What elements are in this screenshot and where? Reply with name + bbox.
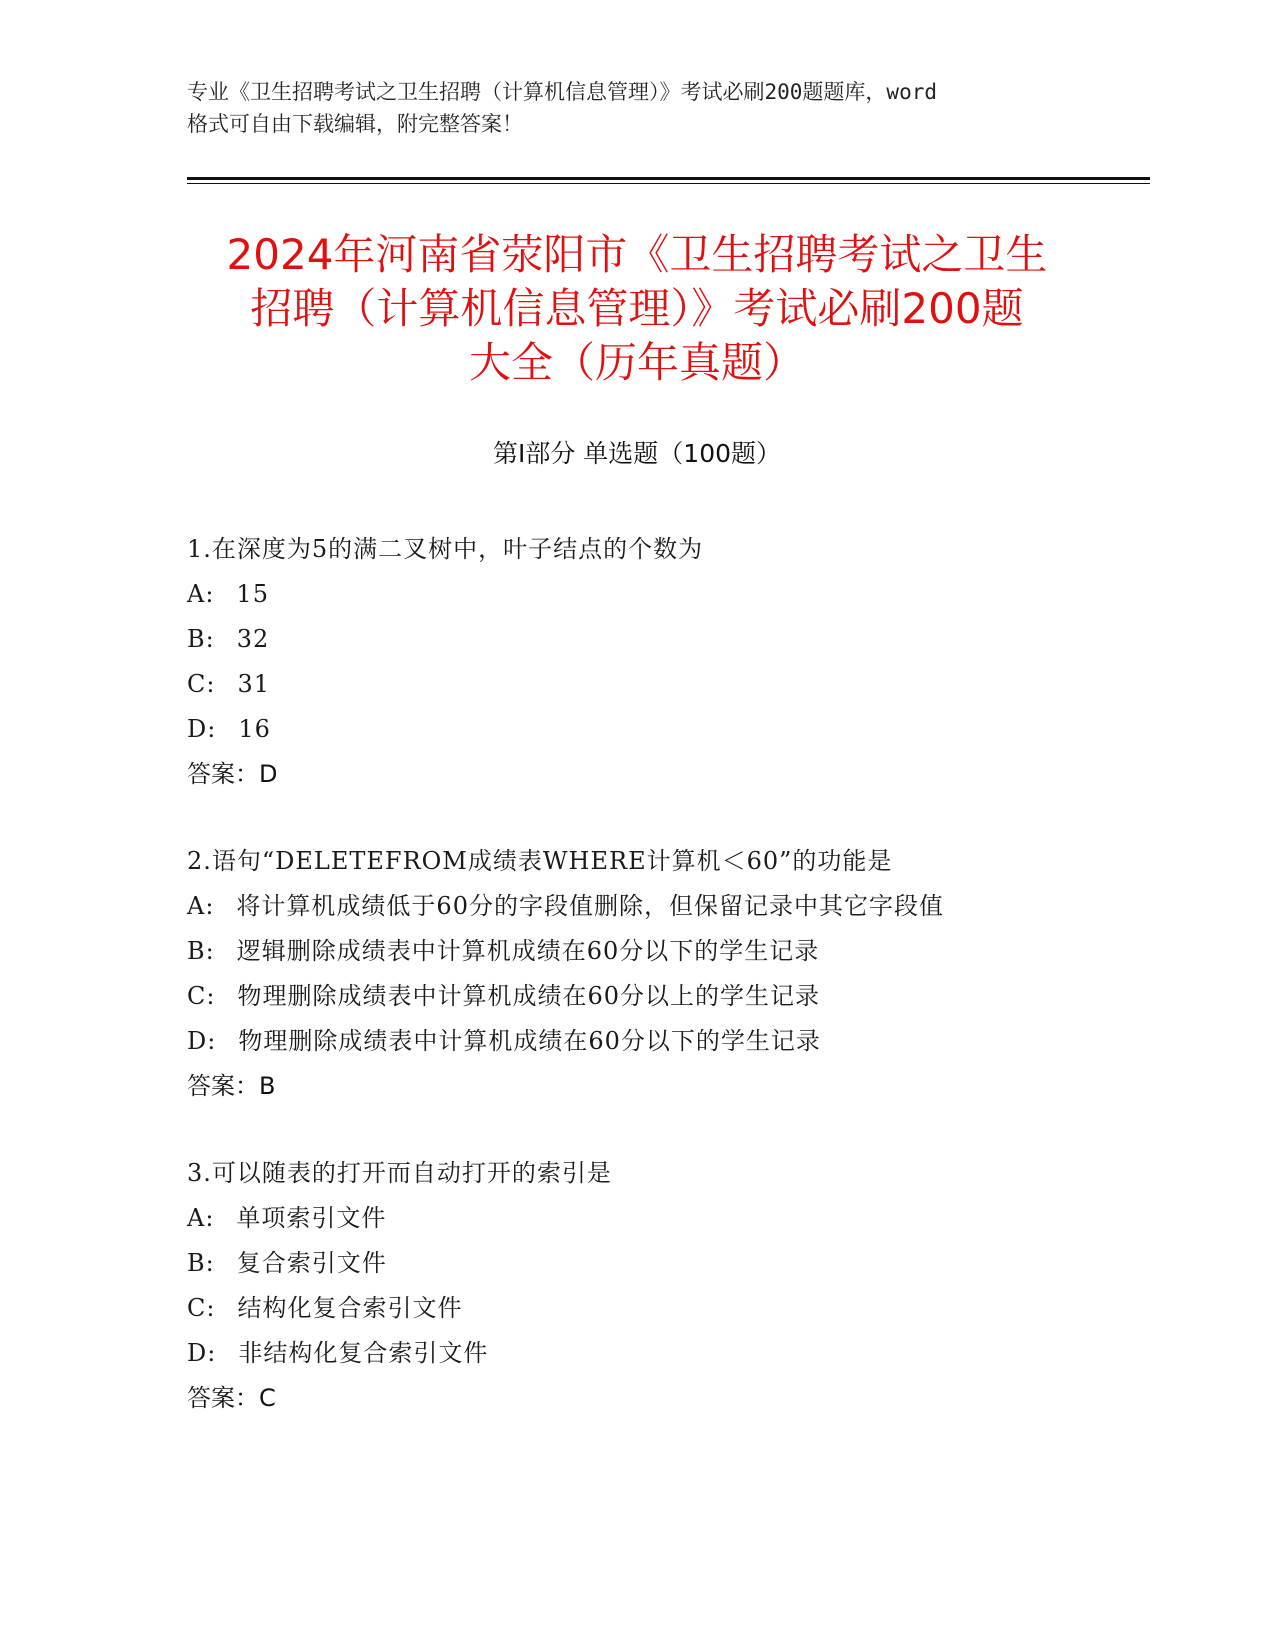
question-2 xyxy=(187,839,1147,1109)
option-text: 15 xyxy=(236,580,269,608)
option-text: 物理删除成绩表中计算机成绩在60分以上的学生记录 xyxy=(237,982,820,1010)
header-note-line-1: 专业《卫生招聘考试之卫生招聘（计算机信息管理）》考试必刷200题题库，word xyxy=(187,80,937,104)
option-a xyxy=(187,1196,1147,1241)
option-letter: B: xyxy=(187,625,215,653)
option-text: 单项索引文件 xyxy=(236,1204,387,1232)
answer-line: 答案：D xyxy=(187,760,278,788)
option-text: 32 xyxy=(236,625,270,653)
document-title xyxy=(187,228,1087,390)
document-title-line-3: 大全（历年真题） xyxy=(468,338,805,387)
answer-line: 答案：B xyxy=(187,1072,276,1100)
option-letter: D: xyxy=(187,1027,217,1055)
option-text: 结构化复合索引文件 xyxy=(237,1294,463,1322)
option-text: 将计算机成绩低于60分的字段值删除，但保留记录中其它字段值 xyxy=(236,892,944,920)
option-text: 16 xyxy=(238,715,271,743)
option-text: 物理删除成绩表中计算机成绩在60分以下的学生记录 xyxy=(238,1027,821,1055)
question-3 xyxy=(187,1151,1147,1421)
option-letter: B: xyxy=(187,937,215,965)
question-stem: 2.语句“DELETEFROM成绩表WHERE计算机＜60”的功能是 xyxy=(187,847,893,875)
option-letter: A: xyxy=(187,892,215,920)
option-text: 逻辑删除成绩表中计算机成绩在60分以下的学生记录 xyxy=(236,937,820,965)
section-title: 第Ⅰ部分 单选题（100题） xyxy=(492,439,782,468)
option-c xyxy=(187,974,1147,1019)
header-note xyxy=(187,76,1087,140)
option-letter: A: xyxy=(187,580,215,608)
option-text: 非结构化复合索引文件 xyxy=(238,1339,489,1367)
option-d xyxy=(187,1331,1147,1376)
question-1 xyxy=(187,527,1147,797)
option-letter: C: xyxy=(187,1294,216,1322)
document-title-line-1: 2024年河南省荥阳市《卫生招聘考试之卫生 xyxy=(226,230,1048,279)
option-a xyxy=(187,572,1147,617)
header-rule-thin xyxy=(187,183,1150,184)
option-c xyxy=(187,662,1147,707)
option-text: 复合索引文件 xyxy=(236,1249,387,1277)
option-letter: C: xyxy=(187,670,216,698)
answer-line: 答案：C xyxy=(187,1384,276,1412)
question-stem: 1.在深度为5的满二叉树中，叶子结点的个数为 xyxy=(187,535,704,563)
header-rule-thick xyxy=(187,177,1150,180)
option-b xyxy=(187,1241,1147,1286)
question-list xyxy=(187,527,1147,1463)
question-stem: 3.可以随表的打开而自动打开的索引是 xyxy=(187,1159,612,1187)
document-title-line-2: 招聘（计算机信息管理）》考试必刷200题 xyxy=(250,284,1024,333)
option-b xyxy=(187,929,1147,974)
header-note-line-2: 格式可自由下载编辑，附完整答案！ xyxy=(187,112,523,136)
option-b xyxy=(187,617,1147,662)
option-text: 31 xyxy=(237,670,270,698)
option-c xyxy=(187,1286,1147,1331)
option-letter: C: xyxy=(187,982,216,1010)
option-a xyxy=(187,884,1147,929)
option-letter: B: xyxy=(187,1249,215,1277)
option-letter: D: xyxy=(187,715,217,743)
option-letter: A: xyxy=(187,1204,215,1232)
option-letter: D: xyxy=(187,1339,217,1367)
option-d xyxy=(187,707,1147,752)
option-d xyxy=(187,1019,1147,1064)
